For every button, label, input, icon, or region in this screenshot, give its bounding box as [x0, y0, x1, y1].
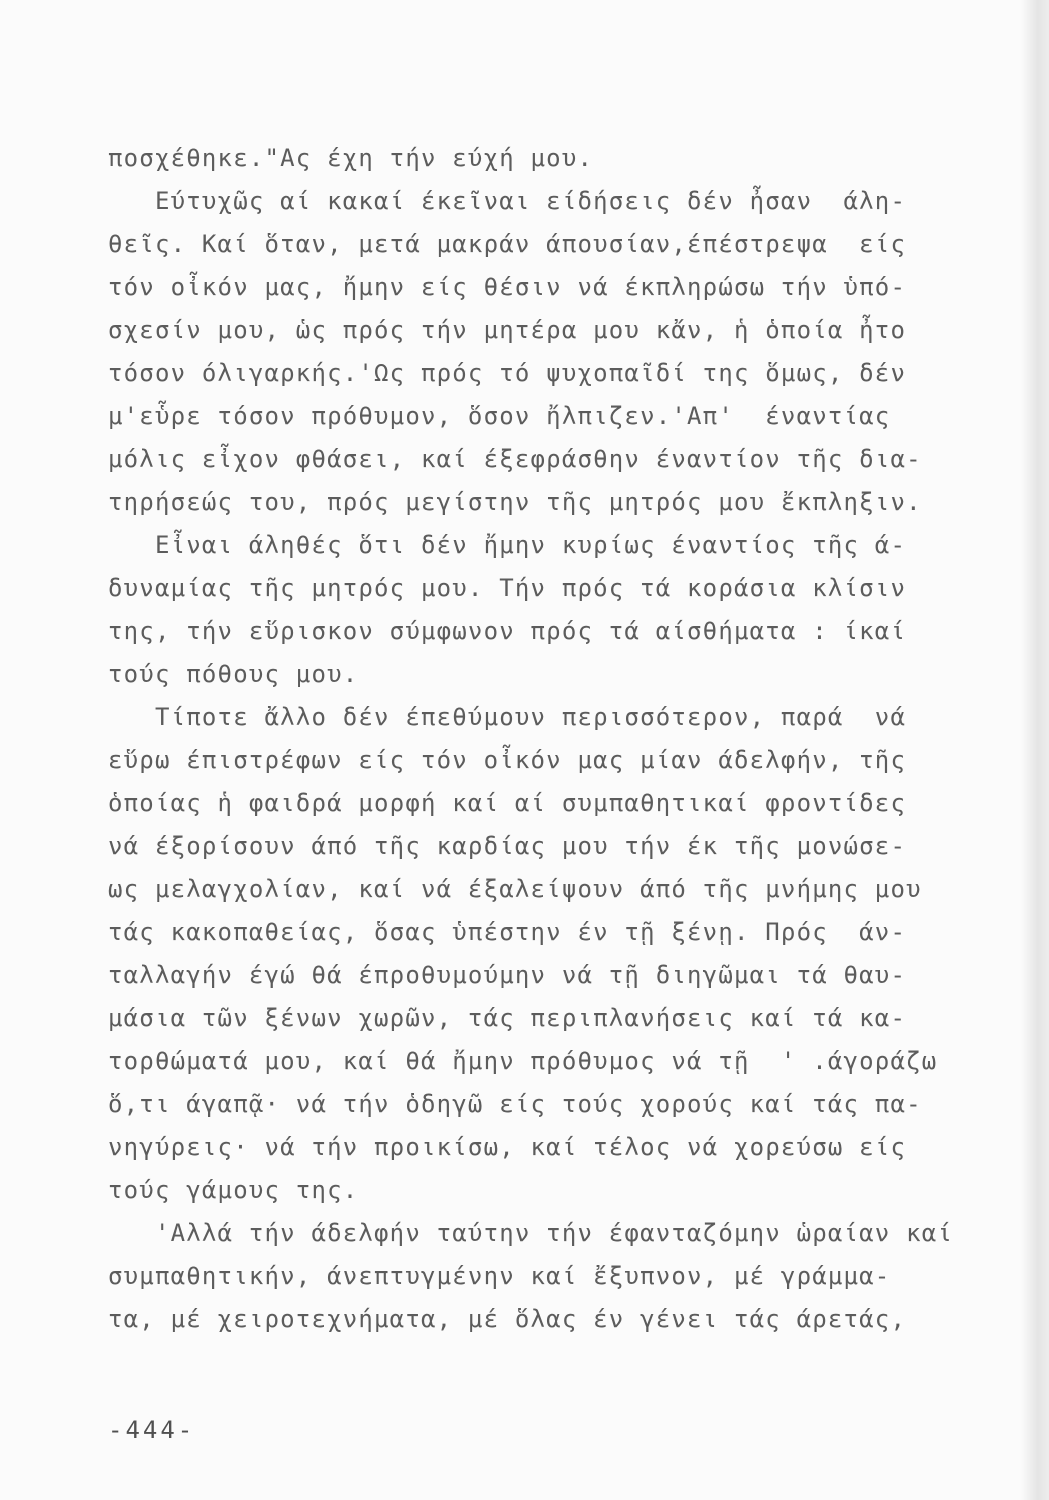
text-line: ως μελαγχολίαν, καί νά έξαλείψουν άπό τῆς μνήμης μου [108, 875, 922, 903]
text-line: συμπαθητικήν, άνεπτυγμένην καί ἔξυπνον, μέ γράμμα- [108, 1262, 891, 1290]
text-line: της, τήν εὕρισκον σύμφωνον πρός τά αίσθήματα : ίκαί [108, 617, 907, 645]
text-line: δυναμίας τῆς μητρός μου. Τήν πρός τά κοράσια κλίσιν [108, 574, 907, 602]
text-line: τα, μέ χειροτεχνήματα, μέ ὅλας έν γένει τάς άρετάς, [108, 1305, 907, 1333]
text-line: Τίποτε ἄλλο δέν έπεθύμουν περισσότερον, παρά νά [108, 703, 907, 731]
text-line: νηγύρεις· νά τήν προικίσω, καί τέλος νά χορεύσω είς [108, 1133, 907, 1161]
text-line: 'Αλλά τήν άδελφήν ταύτην τήν έφανταζόμην ὡραίαν καί [108, 1219, 954, 1247]
text-line: τόσον όλιγαρκής.'Ως πρός τό ψυχοπαῖδί της ὅμως, δέν [108, 359, 907, 387]
text-line: θεῖς. Καί ὅταν, μετά μακράν άπουσίαν,έπέστρεψα είς [108, 230, 907, 258]
text-line: τούς γάμους της. [108, 1176, 359, 1204]
text-line: τούς πόθους μου. [108, 660, 359, 688]
text-line: τορθώματά μου, καί θά ἤμην πρόθυμος νά τῇ ' .άγοράζω [108, 1047, 938, 1075]
text-line: τόν οἶκόν μας, ἤμην είς θέσιν νά έκπληρώσω τήν ὑπό- [108, 273, 907, 301]
text-line: ὅ,τι άγαπᾷ· νά τήν ὁδηγῶ είς τούς χορούς καί τάς πα- [108, 1090, 922, 1118]
text-line: εὕρω έπιστρέφων είς τόν οἶκόν μας μίαν άδελφήν, τῆς [108, 746, 907, 774]
text-line: ταλλαγήν έγώ θά έπροθυμούμην νά τῇ διηγῶμαι τά θαυ- [108, 961, 907, 989]
page-edge-shadow [1021, 0, 1049, 1500]
body-text [108, 137, 1008, 1341]
text-line: νά έξορίσουν άπό τῆς καρδίας μου τήν έκ τῆς μονώσε- [108, 832, 907, 860]
text-line: μάσια τῶν ξένων χωρῶν, τάς περιπλανήσεις καί τά κα- [108, 1004, 907, 1032]
text-line: Εἶναι άληθές ὅτι δέν ἤμην κυρίως έναντίος τῆς ά- [108, 531, 907, 559]
page-number: -444- [108, 1416, 196, 1444]
text-line: ποσχέθηκε."Ας έχη τήν εύχή μου. [108, 144, 594, 172]
text-line: μόλις εἶχον φθάσει, καί έξεφράσθην έναντίον τῆς δια- [108, 445, 922, 473]
text-line: ὁποίας ἡ φαιδρά μορφή καί αί συμπαθητικαί φροντίδες [108, 789, 907, 817]
text-line: Εύτυχῶς αί κακαί έκεῖναι είδήσεις δέν ἦσαν άλη- [108, 187, 907, 215]
text-line: μ'εὗρε τόσον πρόθυμον, ὅσον ἤλπιζεν.'Απ' έναντίας [108, 402, 891, 430]
text-line: τηρήσεώς του, πρός μεγίστην τῆς μητρός μου ἔκπληξιν. [108, 488, 922, 516]
text-line: τάς κακοπαθείας, ὅσας ὑπέστην έν τῇ ξένῃ. Πρός άν- [108, 918, 907, 946]
text-line: σχεσίν μου, ὡς πρός τήν μητέρα μου κἄν, ἡ ὁποία ἦτο [108, 316, 907, 344]
